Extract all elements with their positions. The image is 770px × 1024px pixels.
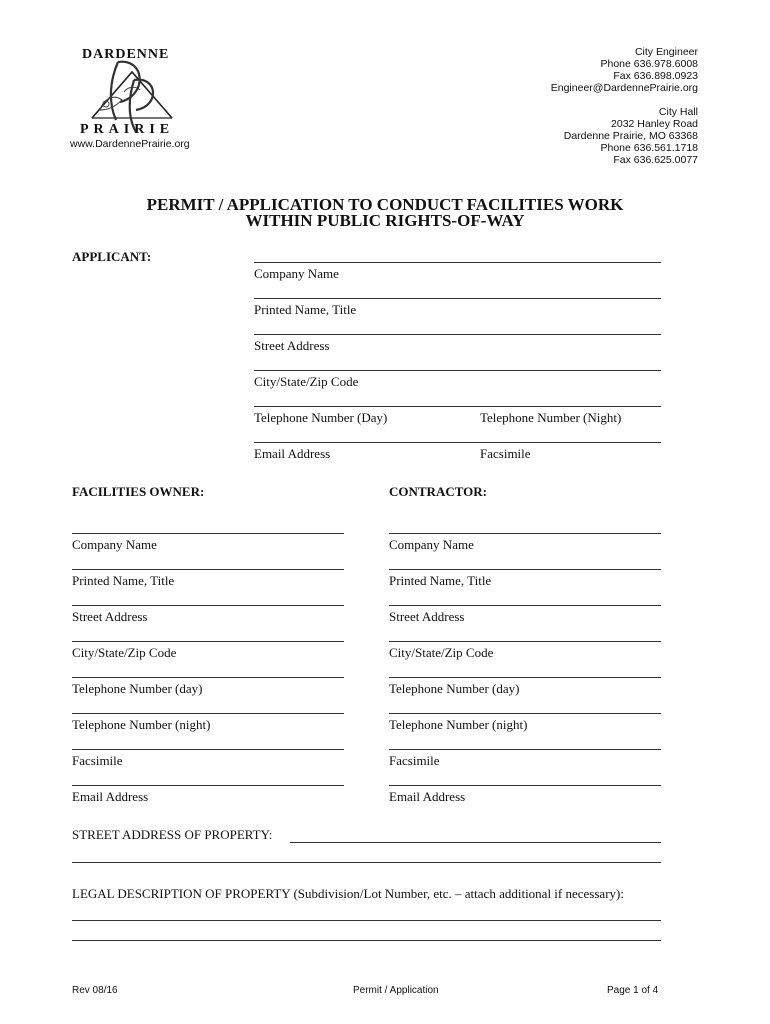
applicant-heading: APPLICANT: [72, 249, 152, 264]
owner-company-label: Company Name [72, 537, 157, 552]
form-title-line2: WITHIN PUBLIC RIGHTS-OF-WAY [245, 211, 525, 230]
owner-email-field[interactable] [72, 785, 344, 786]
engineer-contact [551, 46, 698, 94]
owner-fax-field[interactable] [72, 749, 344, 750]
owner-city-label: City/State/Zip Code [72, 645, 177, 660]
footer-page-number: Page 1 of 4 [607, 985, 659, 996]
contractor-email-label: Email Address [389, 789, 466, 804]
applicant-phone-field[interactable] [254, 406, 661, 407]
owner-street-field[interactable] [72, 605, 344, 606]
applicant-fax-label: Facsimile [480, 446, 531, 461]
applicant-street-label: Street Address [254, 338, 330, 353]
applicant-phone-night-label: Telephone Number (Night) [480, 410, 622, 425]
property-street-label: STREET ADDRESS OF PROPERTY: [72, 827, 273, 842]
engineer-title: City Engineer [634, 46, 698, 58]
applicant-email-field[interactable] [254, 442, 661, 443]
applicant-city-label: City/State/Zip Code [254, 374, 359, 389]
owner-fax-label: Facsimile [72, 753, 123, 768]
applicant-email-label: Email Address [254, 446, 331, 461]
property-street-field[interactable] [290, 842, 661, 843]
cityhall-contact [564, 106, 698, 166]
cityhall-city: Dardenne Prairie, MO 63368 [563, 130, 698, 142]
owner-street-label: Street Address [72, 609, 148, 624]
applicant-phone-day-label: Telephone Number (Day) [254, 410, 388, 425]
contractor-street-label: Street Address [389, 609, 465, 624]
contractor-heading: CONTRACTOR: [389, 484, 487, 499]
engineer-email[interactable]: Engineer@DardennePrairie.org [550, 82, 698, 94]
applicant-company-field[interactable] [254, 262, 661, 263]
contractor-city-label: City/State/Zip Code [389, 645, 494, 660]
applicant-city-field[interactable] [254, 370, 661, 371]
owner-phone-night-field[interactable] [72, 713, 344, 714]
contractor-phone-day-label: Telephone Number (day) [389, 681, 520, 696]
form-title-line1: PERMIT / APPLICATION TO CONDUCT FACILITIES WORK [146, 195, 624, 214]
owner-company-field[interactable] [72, 533, 344, 534]
cityhall-title: City Hall [658, 106, 698, 118]
engineer-fax: Fax 636.898.0923 [613, 70, 698, 82]
website-link[interactable]: www.DardennePrairie.org [70, 138, 190, 150]
logo-text-top: DARDENNE [82, 47, 170, 62]
owner-phone-day-label: Telephone Number (day) [72, 681, 203, 696]
owner-email-label: Email Address [72, 789, 149, 804]
owner-name-label: Printed Name, Title [72, 573, 175, 588]
property-street-field-2[interactable] [72, 862, 661, 863]
owner-phone-day-field[interactable] [72, 677, 344, 678]
contractor-email-field[interactable] [389, 785, 661, 786]
contractor-city-field[interactable] [389, 641, 661, 642]
property-legal-label: LEGAL DESCRIPTION OF PROPERTY (Subdivision/Lot Number, etc. – attach additional if necessary): [72, 886, 624, 901]
applicant-street-field[interactable] [254, 334, 661, 335]
cityhall-street: 2032 Hanley Road [611, 118, 698, 130]
contractor-fax-field[interactable] [389, 749, 661, 750]
owner-name-field[interactable] [72, 569, 344, 570]
applicant-name-label: Printed Name, Title [254, 302, 357, 317]
owner-city-field[interactable] [72, 641, 344, 642]
contractor-company-field[interactable] [389, 533, 661, 534]
property-legal-field-1[interactable] [72, 920, 661, 921]
cityhall-phone: Phone 636.561.1718 [600, 142, 698, 154]
contractor-fax-label: Facsimile [389, 753, 440, 768]
contractor-phone-night-label: Telephone Number (night) [389, 717, 528, 732]
footer-revision: Rev 08/16 [72, 985, 118, 996]
contractor-phone-night-field[interactable] [389, 713, 661, 714]
applicant-company-label: Company Name [254, 266, 339, 281]
contractor-company-label: Company Name [389, 537, 474, 552]
property-legal-field-2[interactable] [72, 940, 661, 941]
footer-title: Permit / Application [353, 985, 439, 996]
logo-text-bottom: PRAIRIE [80, 122, 175, 137]
contractor-street-field[interactable] [389, 605, 661, 606]
owner-phone-night-label: Telephone Number (night) [72, 717, 211, 732]
contractor-phone-day-field[interactable] [389, 677, 661, 678]
contractor-name-label: Printed Name, Title [389, 573, 492, 588]
engineer-phone: Phone 636.978.6008 [600, 58, 698, 70]
contractor-name-field[interactable] [389, 569, 661, 570]
applicant-name-field[interactable] [254, 298, 661, 299]
cityhall-fax: Fax 636.625.0077 [613, 154, 698, 166]
owner-heading: FACILITIES OWNER: [72, 484, 205, 499]
